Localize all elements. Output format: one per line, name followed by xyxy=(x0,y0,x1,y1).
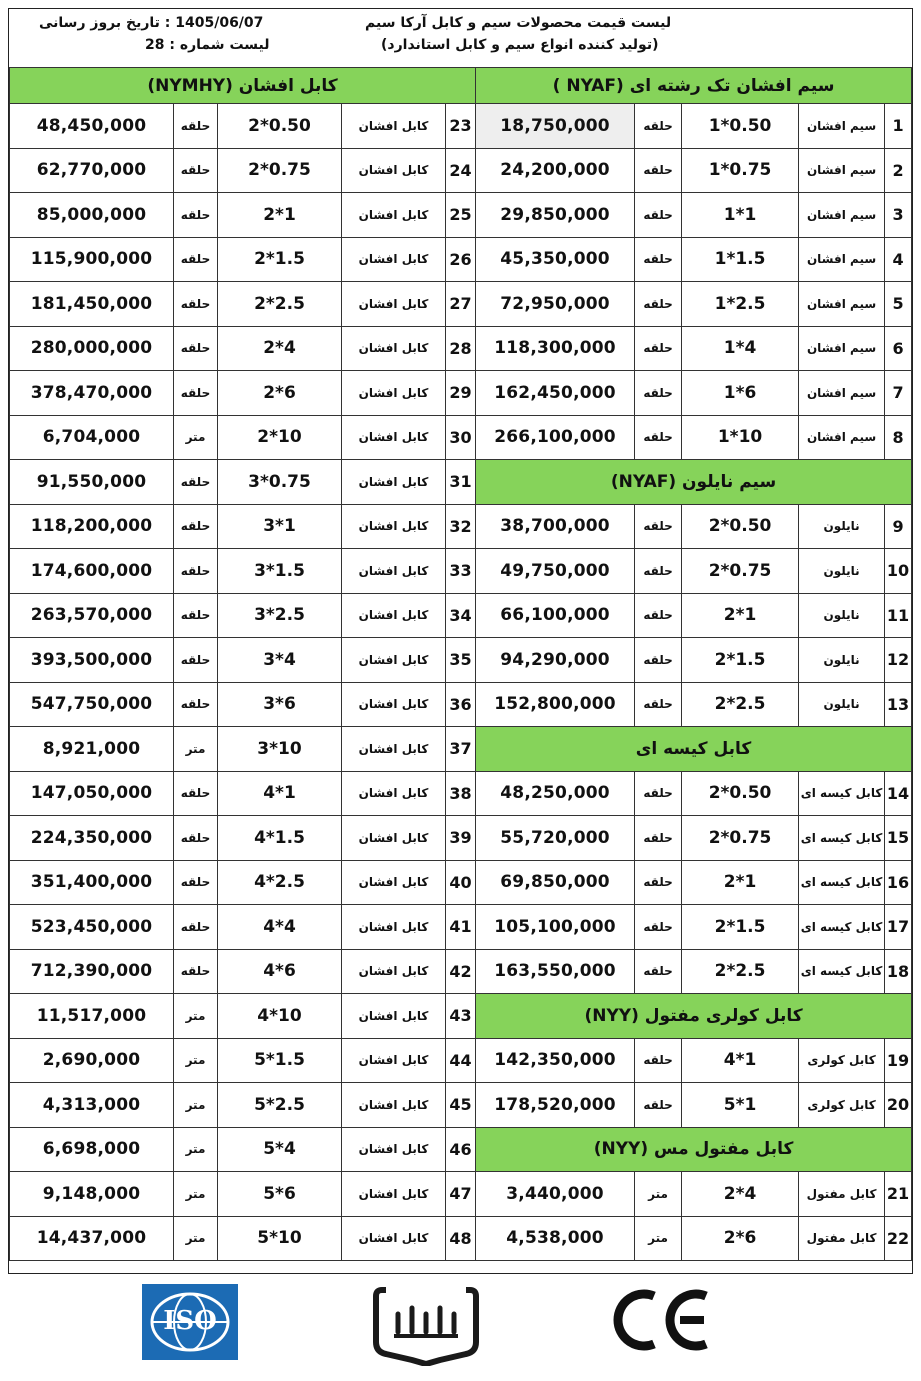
size-cell: 2*1 xyxy=(682,593,799,638)
price-cell: 263,570,000 xyxy=(10,593,174,638)
price-cell: 94,290,000 xyxy=(476,638,635,683)
unit-cell: حلقه xyxy=(174,816,218,861)
price-cell: 224,350,000 xyxy=(10,816,174,861)
unit-cell: حلقه xyxy=(174,549,218,594)
row-number-cell: 40 xyxy=(446,860,476,905)
product-name-cell: کابل افشان xyxy=(342,371,446,416)
row-number-cell: 7 xyxy=(885,371,912,416)
price-cell: 181,450,000 xyxy=(10,282,174,327)
size-cell: 2*1.5 xyxy=(682,638,799,683)
price-cell: 115,900,000 xyxy=(10,237,174,282)
standard-mark-icon xyxy=(372,1282,480,1366)
price-cell: 48,250,000 xyxy=(476,771,635,816)
product-name-cell: کابل کیسه ای xyxy=(799,816,885,861)
price-cell: 118,300,000 xyxy=(476,326,635,371)
product-name-cell: کابل افشان xyxy=(342,326,446,371)
price-cell: 523,450,000 xyxy=(10,905,174,950)
certification-logos xyxy=(0,1280,921,1381)
product-name-cell: کابل کیسه ای xyxy=(799,949,885,994)
price-list-sheet xyxy=(8,8,913,1274)
row-number-cell: 18 xyxy=(885,949,912,994)
product-name-cell: کابل افشان xyxy=(342,1172,446,1217)
size-cell: 4*2.5 xyxy=(218,860,342,905)
product-name-cell: نایلون xyxy=(799,593,885,638)
product-name-cell: کابل افشان xyxy=(342,1083,446,1128)
size-cell: 1*0.75 xyxy=(682,148,799,193)
size-cell: 5*10 xyxy=(218,1216,342,1261)
row-number-cell: 27 xyxy=(446,282,476,327)
size-cell: 4*1.5 xyxy=(218,816,342,861)
unit-cell: حلقه xyxy=(635,905,682,950)
size-cell: 1*1 xyxy=(682,193,799,238)
row-number-cell: 44 xyxy=(446,1038,476,1083)
size-cell: 1*2.5 xyxy=(682,282,799,327)
size-cell: 5*4 xyxy=(218,1127,342,1172)
price-cell: 6,698,000 xyxy=(10,1127,174,1172)
table-row xyxy=(10,371,912,416)
size-cell: 2*6 xyxy=(682,1216,799,1261)
size-cell: 2*4 xyxy=(682,1172,799,1217)
size-cell: 3*0.75 xyxy=(218,460,342,505)
table-row xyxy=(10,1083,912,1128)
price-cell: 18,750,000 xyxy=(476,104,635,149)
unit-cell: متر xyxy=(635,1216,682,1261)
list-number: لیست شماره : 28 xyxy=(145,37,270,53)
section-header-nymhy: کابل افشان (NYMHY) xyxy=(10,68,476,104)
unit-cell: متر xyxy=(174,1127,218,1172)
product-name-cell: سیم افشان xyxy=(799,326,885,371)
section-header: کابل کیسه ای xyxy=(476,727,912,772)
unit-cell: حلقه xyxy=(174,638,218,683)
row-number-cell: 20 xyxy=(885,1083,912,1128)
price-cell: 8,921,000 xyxy=(10,727,174,772)
price-cell: 712,390,000 xyxy=(10,949,174,994)
price-cell: 6,704,000 xyxy=(10,415,174,460)
row-number-cell: 23 xyxy=(446,104,476,149)
table-row xyxy=(10,68,912,104)
price-cell: 3,440,000 xyxy=(476,1172,635,1217)
price-cell: 266,100,000 xyxy=(476,415,635,460)
table-row xyxy=(10,1038,912,1083)
size-cell: 3*10 xyxy=(218,727,342,772)
table-row xyxy=(10,193,912,238)
size-cell: 2*1 xyxy=(218,193,342,238)
size-cell: 2*2.5 xyxy=(682,682,799,727)
section-header: کابل کولری مفتول (NYY) xyxy=(476,994,912,1039)
price-cell: 9,148,000 xyxy=(10,1172,174,1217)
size-cell: 5*2.5 xyxy=(218,1083,342,1128)
table-row xyxy=(10,949,912,994)
table-row xyxy=(10,816,912,861)
size-cell: 5*1 xyxy=(682,1083,799,1128)
update-date: 1405/06/07 : تاریخ بروز رسانی xyxy=(39,15,264,31)
product-name-cell: کابل افشان xyxy=(342,638,446,683)
row-number-cell: 48 xyxy=(446,1216,476,1261)
price-cell: 49,750,000 xyxy=(476,549,635,594)
row-number-cell: 25 xyxy=(446,193,476,238)
table-row xyxy=(10,1172,912,1217)
row-number-cell: 35 xyxy=(446,638,476,683)
size-cell: 2*4 xyxy=(218,326,342,371)
price-cell: 280,000,000 xyxy=(10,326,174,371)
product-name-cell: کابل افشان xyxy=(342,816,446,861)
price-cell: 163,550,000 xyxy=(476,949,635,994)
price-cell: 66,100,000 xyxy=(476,593,635,638)
price-cell: 45,350,000 xyxy=(476,237,635,282)
size-cell: 5*1.5 xyxy=(218,1038,342,1083)
row-number-cell: 47 xyxy=(446,1172,476,1217)
price-cell: 72,950,000 xyxy=(476,282,635,327)
size-cell: 3*1.5 xyxy=(218,549,342,594)
row-number-cell: 4 xyxy=(885,237,912,282)
unit-cell: متر xyxy=(174,415,218,460)
price-cell: 378,470,000 xyxy=(10,371,174,416)
product-name-cell: سیم افشان xyxy=(799,371,885,416)
price-cell: 174,600,000 xyxy=(10,549,174,594)
table-row xyxy=(10,326,912,371)
unit-cell: حلقه xyxy=(635,148,682,193)
unit-cell: حلقه xyxy=(635,282,682,327)
size-cell: 4*1 xyxy=(682,1038,799,1083)
price-cell: 547,750,000 xyxy=(10,682,174,727)
row-number-cell: 29 xyxy=(446,371,476,416)
product-name-cell: کابل افشان xyxy=(342,460,446,505)
price-cell: 105,100,000 xyxy=(476,905,635,950)
unit-cell: حلقه xyxy=(174,460,218,505)
row-number-cell: 8 xyxy=(885,415,912,460)
row-number-cell: 14 xyxy=(885,771,912,816)
product-name-cell: کابل افشان xyxy=(342,104,446,149)
unit-cell: حلقه xyxy=(635,504,682,549)
size-cell: 4*10 xyxy=(218,994,342,1039)
product-name-cell: سیم افشان xyxy=(799,415,885,460)
row-number-cell: 30 xyxy=(446,415,476,460)
row-number-cell: 10 xyxy=(885,549,912,594)
size-cell: 5*6 xyxy=(218,1172,342,1217)
size-cell: 2*1.5 xyxy=(218,237,342,282)
unit-cell: حلقه xyxy=(635,1038,682,1083)
row-number-cell: 19 xyxy=(885,1038,912,1083)
table-row xyxy=(10,682,912,727)
unit-cell: حلقه xyxy=(174,593,218,638)
product-name-cell: کابل افشان xyxy=(342,771,446,816)
size-cell: 2*0.75 xyxy=(682,816,799,861)
size-cell: 2*0.75 xyxy=(682,549,799,594)
unit-cell: حلقه xyxy=(635,1083,682,1128)
product-name-cell: نایلون xyxy=(799,549,885,594)
price-table xyxy=(9,67,912,1261)
size-cell: 3*4 xyxy=(218,638,342,683)
unit-cell: حلقه xyxy=(174,104,218,149)
row-number-cell: 24 xyxy=(446,148,476,193)
row-number-cell: 22 xyxy=(885,1216,912,1261)
size-cell: 4*6 xyxy=(218,949,342,994)
table-row xyxy=(10,860,912,905)
price-cell: 147,050,000 xyxy=(10,771,174,816)
price-cell: 142,350,000 xyxy=(476,1038,635,1083)
row-number-cell: 39 xyxy=(446,816,476,861)
unit-cell: حلقه xyxy=(174,326,218,371)
table-row xyxy=(10,1216,912,1261)
product-name-cell: کابل افشان xyxy=(342,905,446,950)
product-name-cell: کابل کیسه ای xyxy=(799,771,885,816)
product-name-cell: سیم افشان xyxy=(799,237,885,282)
size-cell: 2*10 xyxy=(218,415,342,460)
row-number-cell: 31 xyxy=(446,460,476,505)
table-row xyxy=(10,504,912,549)
iso-logo-text: ISO xyxy=(163,1306,217,1336)
product-name-cell: کابل افشان xyxy=(342,549,446,594)
size-cell: 2*6 xyxy=(218,371,342,416)
product-name-cell: کابل مفتول xyxy=(799,1172,885,1217)
unit-cell: حلقه xyxy=(174,905,218,950)
table-row xyxy=(10,727,912,772)
unit-cell: متر xyxy=(174,994,218,1039)
size-cell: 4*1 xyxy=(218,771,342,816)
unit-cell: حلقه xyxy=(174,504,218,549)
row-number-cell: 6 xyxy=(885,326,912,371)
unit-cell: حلقه xyxy=(635,682,682,727)
row-number-cell: 32 xyxy=(446,504,476,549)
size-cell: 2*0.75 xyxy=(218,148,342,193)
row-number-cell: 11 xyxy=(885,593,912,638)
row-number-cell: 28 xyxy=(446,326,476,371)
price-cell: 48,450,000 xyxy=(10,104,174,149)
product-name-cell: سیم افشان xyxy=(799,193,885,238)
table-row xyxy=(10,237,912,282)
product-name-cell: کابل افشان xyxy=(342,193,446,238)
row-number-cell: 43 xyxy=(446,994,476,1039)
price-cell: 11,517,000 xyxy=(10,994,174,1039)
unit-cell: حلقه xyxy=(174,371,218,416)
price-cell: 4,538,000 xyxy=(476,1216,635,1261)
product-name-cell: کابل افشان xyxy=(342,682,446,727)
price-cell: 118,200,000 xyxy=(10,504,174,549)
price-cell: 85,000,000 xyxy=(10,193,174,238)
price-cell: 24,200,000 xyxy=(476,148,635,193)
size-cell: 3*1 xyxy=(218,504,342,549)
price-cell: 55,720,000 xyxy=(476,816,635,861)
row-number-cell: 15 xyxy=(885,816,912,861)
size-cell: 2*1 xyxy=(682,860,799,905)
product-name-cell: نایلون xyxy=(799,638,885,683)
section-header: سیم افشان تک رشته ای (NYAF ) xyxy=(476,68,912,104)
table-row xyxy=(10,104,912,149)
product-name-cell: سیم افشان xyxy=(799,282,885,327)
size-cell: 3*2.5 xyxy=(218,593,342,638)
unit-cell: حلقه xyxy=(635,949,682,994)
section-header: کابل مفتول مس (NYY) xyxy=(476,1127,912,1172)
size-cell: 2*2.5 xyxy=(682,949,799,994)
size-cell: 2*0.50 xyxy=(218,104,342,149)
unit-cell: حلقه xyxy=(635,415,682,460)
row-number-cell: 36 xyxy=(446,682,476,727)
table-row xyxy=(10,638,912,683)
size-cell: 1*6 xyxy=(682,371,799,416)
table-row xyxy=(10,771,912,816)
unit-cell: حلقه xyxy=(635,104,682,149)
table-row xyxy=(10,905,912,950)
product-name-cell: کابل افشان xyxy=(342,860,446,905)
unit-cell: متر xyxy=(174,1083,218,1128)
unit-cell: حلقه xyxy=(635,816,682,861)
iso-logo xyxy=(142,1284,238,1360)
unit-cell: حلقه xyxy=(174,771,218,816)
row-number-cell: 9 xyxy=(885,504,912,549)
price-cell: 38,700,000 xyxy=(476,504,635,549)
row-number-cell: 41 xyxy=(446,905,476,950)
row-number-cell: 3 xyxy=(885,193,912,238)
unit-cell: حلقه xyxy=(635,371,682,416)
product-name-cell: کابل افشان xyxy=(342,1216,446,1261)
document-subtitle: (تولید کننده انواع سیم و کابل استاندارد) xyxy=(381,37,659,53)
size-cell: 4*4 xyxy=(218,905,342,950)
table-row xyxy=(10,994,912,1039)
product-name-cell: کابل مفتول xyxy=(799,1216,885,1261)
row-number-cell: 12 xyxy=(885,638,912,683)
product-name-cell: سیم افشان xyxy=(799,148,885,193)
product-name-cell: کابل افشان xyxy=(342,237,446,282)
table-row xyxy=(10,593,912,638)
unit-cell: حلقه xyxy=(174,949,218,994)
row-number-cell: 2 xyxy=(885,148,912,193)
price-cell: 351,400,000 xyxy=(10,860,174,905)
row-number-cell: 34 xyxy=(446,593,476,638)
price-cell: 29,850,000 xyxy=(476,193,635,238)
size-cell: 2*0.50 xyxy=(682,504,799,549)
unit-cell: حلقه xyxy=(174,148,218,193)
row-number-cell: 45 xyxy=(446,1083,476,1128)
price-cell: 393,500,000 xyxy=(10,638,174,683)
product-name-cell: نایلون xyxy=(799,682,885,727)
size-cell: 3*6 xyxy=(218,682,342,727)
price-cell: 2,690,000 xyxy=(10,1038,174,1083)
product-name-cell: کابل افشان xyxy=(342,727,446,772)
row-number-cell: 38 xyxy=(446,771,476,816)
product-name-cell: کابل افشان xyxy=(342,148,446,193)
size-cell: 1*0.50 xyxy=(682,104,799,149)
row-number-cell: 5 xyxy=(885,282,912,327)
unit-cell: متر xyxy=(174,1216,218,1261)
product-name-cell: کابل افشان xyxy=(342,994,446,1039)
size-cell: 2*0.50 xyxy=(682,771,799,816)
table-row xyxy=(10,460,912,505)
product-name-cell: کابل کیسه ای xyxy=(799,905,885,950)
product-name-cell: کابل کولری xyxy=(799,1083,885,1128)
product-name-cell: کابل افشان xyxy=(342,504,446,549)
unit-cell: حلقه xyxy=(635,771,682,816)
row-number-cell: 17 xyxy=(885,905,912,950)
product-name-cell: نایلون xyxy=(799,504,885,549)
row-number-cell: 33 xyxy=(446,549,476,594)
row-number-cell: 16 xyxy=(885,860,912,905)
product-name-cell: کابل افشان xyxy=(342,415,446,460)
product-name-cell: کابل کیسه ای xyxy=(799,860,885,905)
product-name-cell: سیم افشان xyxy=(799,104,885,149)
table-row xyxy=(10,148,912,193)
product-name-cell: کابل افشان xyxy=(342,1038,446,1083)
section-header: سیم نایلون (NYAF) xyxy=(476,460,912,505)
table-row xyxy=(10,1127,912,1172)
unit-cell: متر xyxy=(174,1172,218,1217)
unit-cell: متر xyxy=(635,1172,682,1217)
size-cell: 2*1.5 xyxy=(682,905,799,950)
document-title: لیست قیمت محصولات سیم و کابل آرکا سیم xyxy=(365,15,672,31)
product-name-cell: کابل افشان xyxy=(342,1127,446,1172)
size-cell: 1*10 xyxy=(682,415,799,460)
product-name-cell: کابل کولری xyxy=(799,1038,885,1083)
unit-cell: حلقه xyxy=(635,860,682,905)
row-number-cell: 37 xyxy=(446,727,476,772)
row-number-cell: 21 xyxy=(885,1172,912,1217)
product-name-cell: کابل افشان xyxy=(342,282,446,327)
unit-cell: حلقه xyxy=(635,638,682,683)
row-number-cell: 1 xyxy=(885,104,912,149)
row-number-cell: 46 xyxy=(446,1127,476,1172)
table-row xyxy=(10,415,912,460)
document-header xyxy=(9,9,911,67)
price-cell: 162,450,000 xyxy=(476,371,635,416)
ce-mark-icon xyxy=(608,1288,712,1352)
unit-cell: حلقه xyxy=(635,326,682,371)
unit-cell: حلقه xyxy=(635,237,682,282)
unit-cell: حلقه xyxy=(174,860,218,905)
row-number-cell: 42 xyxy=(446,949,476,994)
product-name-cell: کابل افشان xyxy=(342,949,446,994)
size-cell: 2*2.5 xyxy=(218,282,342,327)
unit-cell: متر xyxy=(174,1038,218,1083)
unit-cell: حلقه xyxy=(174,282,218,327)
price-cell: 178,520,000 xyxy=(476,1083,635,1128)
price-cell: 152,800,000 xyxy=(476,682,635,727)
unit-cell: حلقه xyxy=(174,682,218,727)
price-cell: 69,850,000 xyxy=(476,860,635,905)
price-cell: 4,313,000 xyxy=(10,1083,174,1128)
size-cell: 1*1.5 xyxy=(682,237,799,282)
size-cell: 1*4 xyxy=(682,326,799,371)
product-name-cell: کابل افشان xyxy=(342,593,446,638)
unit-cell: متر xyxy=(174,727,218,772)
unit-cell: حلقه xyxy=(635,193,682,238)
unit-cell: حلقه xyxy=(174,193,218,238)
unit-cell: حلقه xyxy=(635,549,682,594)
table-row xyxy=(10,549,912,594)
price-cell: 62,770,000 xyxy=(10,148,174,193)
unit-cell: حلقه xyxy=(635,593,682,638)
row-number-cell: 13 xyxy=(885,682,912,727)
table-row xyxy=(10,282,912,327)
unit-cell: حلقه xyxy=(174,237,218,282)
price-cell: 14,437,000 xyxy=(10,1216,174,1261)
price-cell: 91,550,000 xyxy=(10,460,174,505)
row-number-cell: 26 xyxy=(446,237,476,282)
